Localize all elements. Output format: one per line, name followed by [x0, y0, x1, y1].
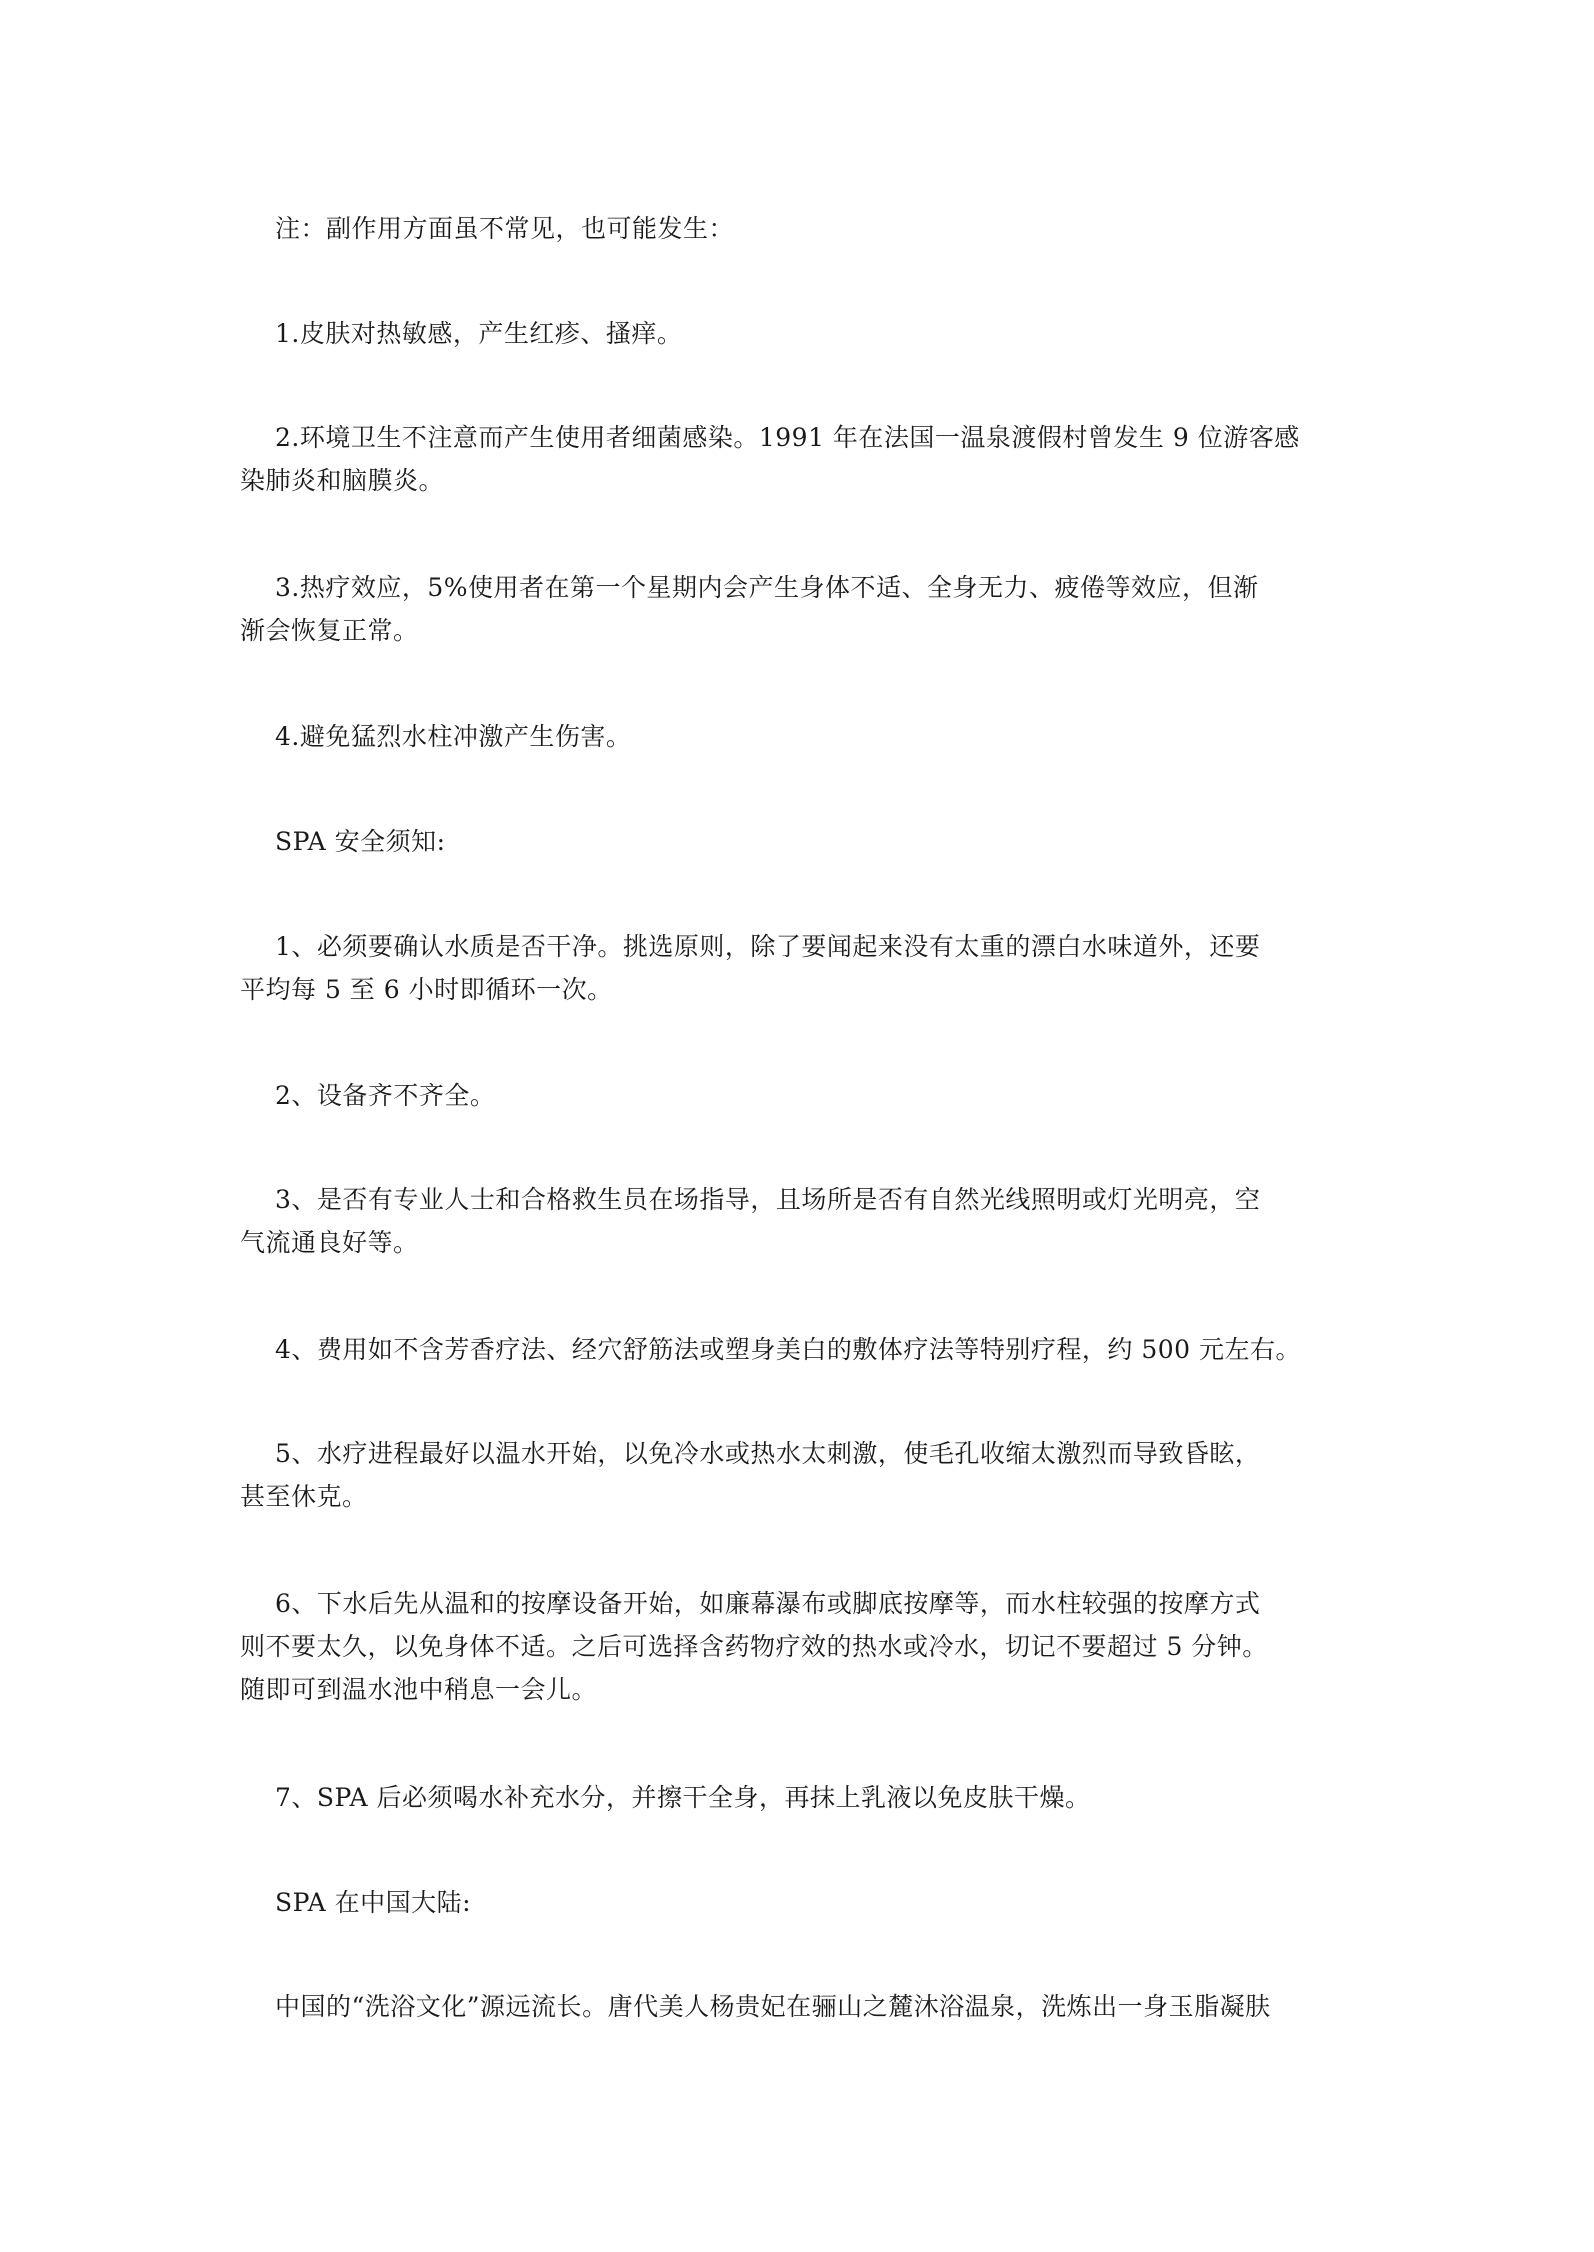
text-line: 渐会恢复正常。 — [240, 616, 419, 645]
text-line: 2、设备齐不齐全。 — [275, 1081, 496, 1110]
text-line: 7、SPA 后必须喝水补充水分，并擦干全身，再抹上乳液以免皮肤干燥。 — [275, 1783, 1091, 1812]
text-line: 则不要太久，以免身体不适。之后可选择含药物疗效的热水或冷水，切记不要超过 5 分钟。 — [240, 1632, 1268, 1661]
text-line: 染肺炎和脑膜炎。 — [240, 466, 445, 495]
safety-item-2 — [240, 1074, 1360, 1117]
side-effect-item-3 — [240, 566, 1360, 652]
note-side-effects — [240, 207, 1360, 250]
text-line: SPA 安全须知: — [275, 827, 446, 856]
text-line: 1.皮肤对热敏感，产生红疹、搔痒。 — [275, 319, 683, 348]
text-line: 平均每 5 至 6 小时即循环一次。 — [240, 975, 613, 1004]
text-line: 5、水疗进程最好以温水开始，以免冷水或热水太刺激，使毛孔收缩太激烈而导致昏眩， — [275, 1439, 1261, 1468]
side-effect-item-1 — [240, 312, 1360, 355]
text-line: 1、必须要确认水质是否干净。挑选原则，除了要闻起来没有太重的漂白水味道外，还要 — [275, 932, 1261, 961]
safety-item-6 — [240, 1582, 1360, 1711]
text-line: 2.环境卫生不注意而产生使用者细菌感染。1991 年在法国一温泉渡假村曾发生 9 位游客感 — [275, 423, 1300, 452]
text-line: SPA 在中国大陆: — [275, 1888, 472, 1917]
safety-item-1 — [240, 925, 1360, 1011]
text-line: 4、费用如不含芳香疗法、经穴舒筋法或塑身美白的敷体疗法等特别疗程，约 500 元左右。 — [275, 1335, 1302, 1364]
side-effect-item-2 — [240, 416, 1360, 502]
section-heading-spa-china — [240, 1881, 1360, 1924]
text-line: 随即可到温水池中稍息一会儿。 — [240, 1675, 598, 1704]
text-line: 6、下水后先从温和的按摩设备开始，如廉幕瀑布或脚底按摩等，而水柱较强的按摩方式 — [275, 1589, 1261, 1618]
safety-item-3 — [240, 1178, 1360, 1264]
text-line: 3.热疗效应，5%使用者在第一个星期内会产生身体不适、全身无力、疲倦等效应，但渐 — [275, 573, 1259, 602]
side-effect-item-4 — [240, 715, 1360, 758]
section-heading-spa-safety — [240, 820, 1360, 863]
text-line: 4.避免猛烈水柱冲激产生伤害。 — [275, 722, 632, 751]
safety-item-5 — [240, 1432, 1360, 1518]
china-intro-paragraph — [240, 1985, 1360, 2028]
text-line: 中国的“洗浴文化”源远流长。唐代美人杨贵妃在骊山之麓沐浴温泉，洗炼出一身玉脂凝肤 — [275, 1992, 1271, 2021]
safety-item-7 — [240, 1776, 1360, 1819]
text-line: 注：副作用方面虽不常见，也可能发生： — [275, 214, 735, 243]
safety-item-4 — [240, 1328, 1360, 1371]
text-line: 气流通良好等。 — [240, 1228, 419, 1257]
text-line: 3、是否有专业人士和合格救生员在场指导，且场所是否有自然光线照明或灯光明亮，空 — [275, 1185, 1261, 1214]
text-line: 甚至休克。 — [240, 1482, 368, 1511]
